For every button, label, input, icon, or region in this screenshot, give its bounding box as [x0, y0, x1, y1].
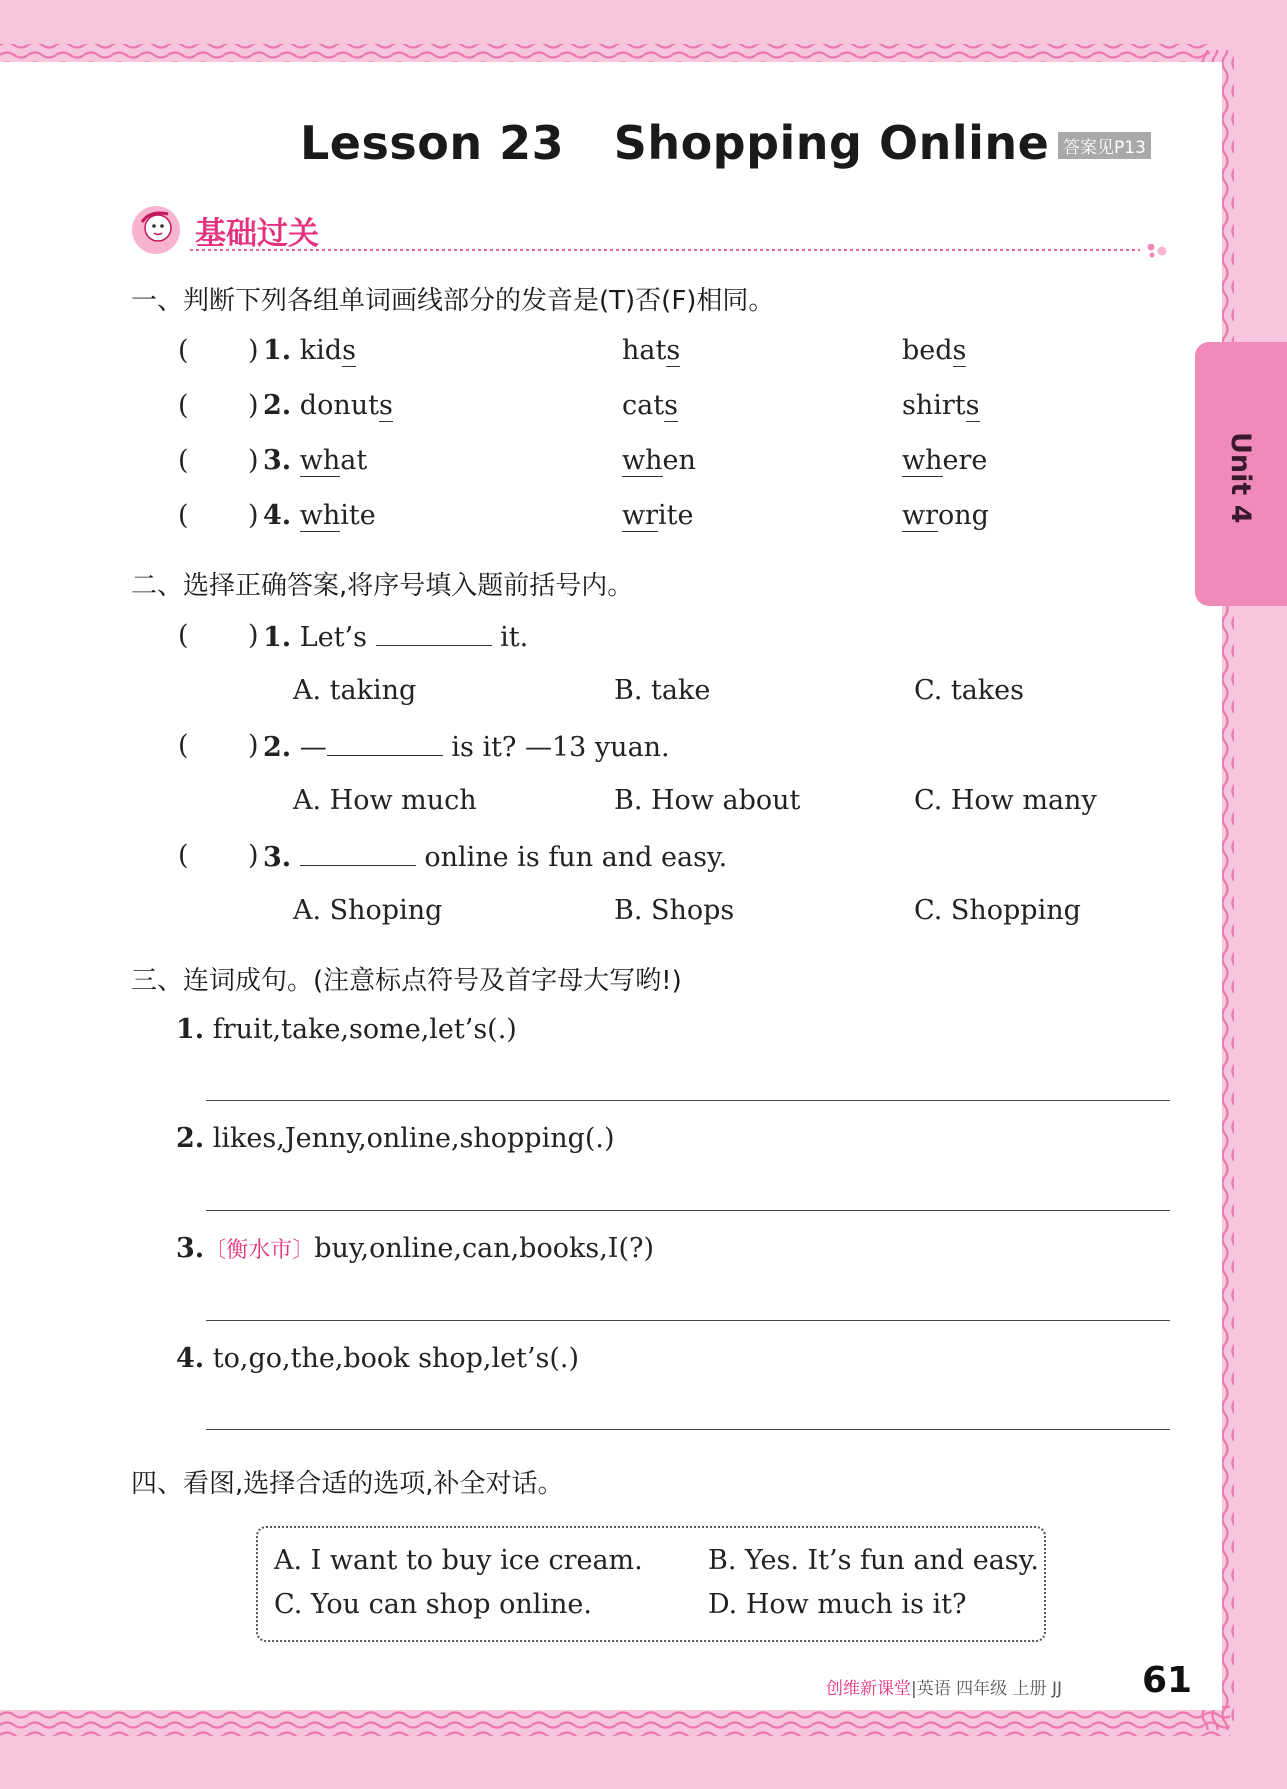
fill-blank[interactable]	[327, 729, 443, 756]
option-c[interactable]: C. How many	[914, 785, 1097, 816]
reorder-item: 4. to,go,the,book shop,let’s(.)	[176, 1343, 580, 1374]
answer-paren[interactable]: ( )	[178, 620, 259, 651]
option-a[interactable]: A. I want to buy ice cream.	[274, 1545, 643, 1576]
answer-paren[interactable]: ( )	[178, 445, 259, 476]
answer-line[interactable]	[206, 1320, 1170, 1321]
page-number: 61	[1142, 1660, 1193, 1701]
option-b[interactable]: B. take	[614, 675, 711, 706]
option-a[interactable]: A. How much	[293, 785, 477, 816]
answer-paren[interactable]: ( )	[178, 390, 259, 421]
footer-brand	[826, 1674, 1062, 1699]
part3-heading: 三、连词成句。(注意标点符号及首字母大写哟!)	[131, 966, 682, 996]
unit-side-tab	[1195, 342, 1287, 606]
option-c[interactable]: C. You can shop online.	[274, 1589, 592, 1620]
option-a[interactable]: A. Shoping	[293, 895, 443, 926]
option-d[interactable]: D. How much is it?	[708, 1589, 967, 1620]
source-tag: 〔衡水市〕	[204, 1238, 315, 1263]
part2-heading: 二、选择正确答案,将序号填入题前括号内。	[131, 571, 634, 601]
reorder-item: 2. likes,Jenny,online,shopping(.)	[176, 1123, 615, 1154]
part4-heading: 四、看图,选择合适的选项,补全对话。	[131, 1469, 564, 1499]
answer-line[interactable]	[206, 1210, 1170, 1211]
option-b[interactable]: B. Shops	[614, 895, 735, 926]
option-b[interactable]: B. How about	[614, 785, 801, 816]
answer-reference-badge: 答案见P13	[1058, 132, 1151, 159]
option-c[interactable]: C. takes	[914, 675, 1025, 706]
section-label: 基础过关	[195, 216, 319, 252]
fill-blank[interactable]	[376, 619, 492, 646]
section-divider	[130, 244, 1170, 258]
part1-heading: 一、判断下列各组单词画线部分的发音是(T)否(F)相同。	[131, 286, 775, 316]
option-c[interactable]: C. Shopping	[914, 895, 1081, 926]
answer-line[interactable]	[206, 1100, 1170, 1101]
option-b[interactable]: B. Yes. It’s fun and easy.	[708, 1545, 1039, 1576]
book-info: |英语 四年级 上册 JJ	[911, 1679, 1062, 1699]
brand-name: 创维新课堂	[826, 1679, 911, 1699]
options-box	[256, 1526, 1046, 1642]
fill-blank[interactable]	[300, 839, 416, 866]
answer-line[interactable]	[206, 1429, 1170, 1430]
reorder-item: 1. fruit,take,some,let’s(.)	[176, 1014, 517, 1045]
lesson-title: Lesson 23 Shopping Online	[300, 116, 1050, 170]
reorder-item: 3.〔衡水市〕buy,online,can,books,I(?)	[176, 1233, 654, 1264]
unit-tab-label: Unit 4	[1225, 432, 1256, 524]
answer-paren[interactable]: ( )	[178, 335, 259, 366]
answer-paren[interactable]: ( )	[178, 500, 259, 531]
answer-paren[interactable]: ( )	[178, 730, 259, 761]
answer-paren[interactable]: ( )	[178, 840, 259, 871]
option-a[interactable]: A. taking	[293, 675, 417, 706]
